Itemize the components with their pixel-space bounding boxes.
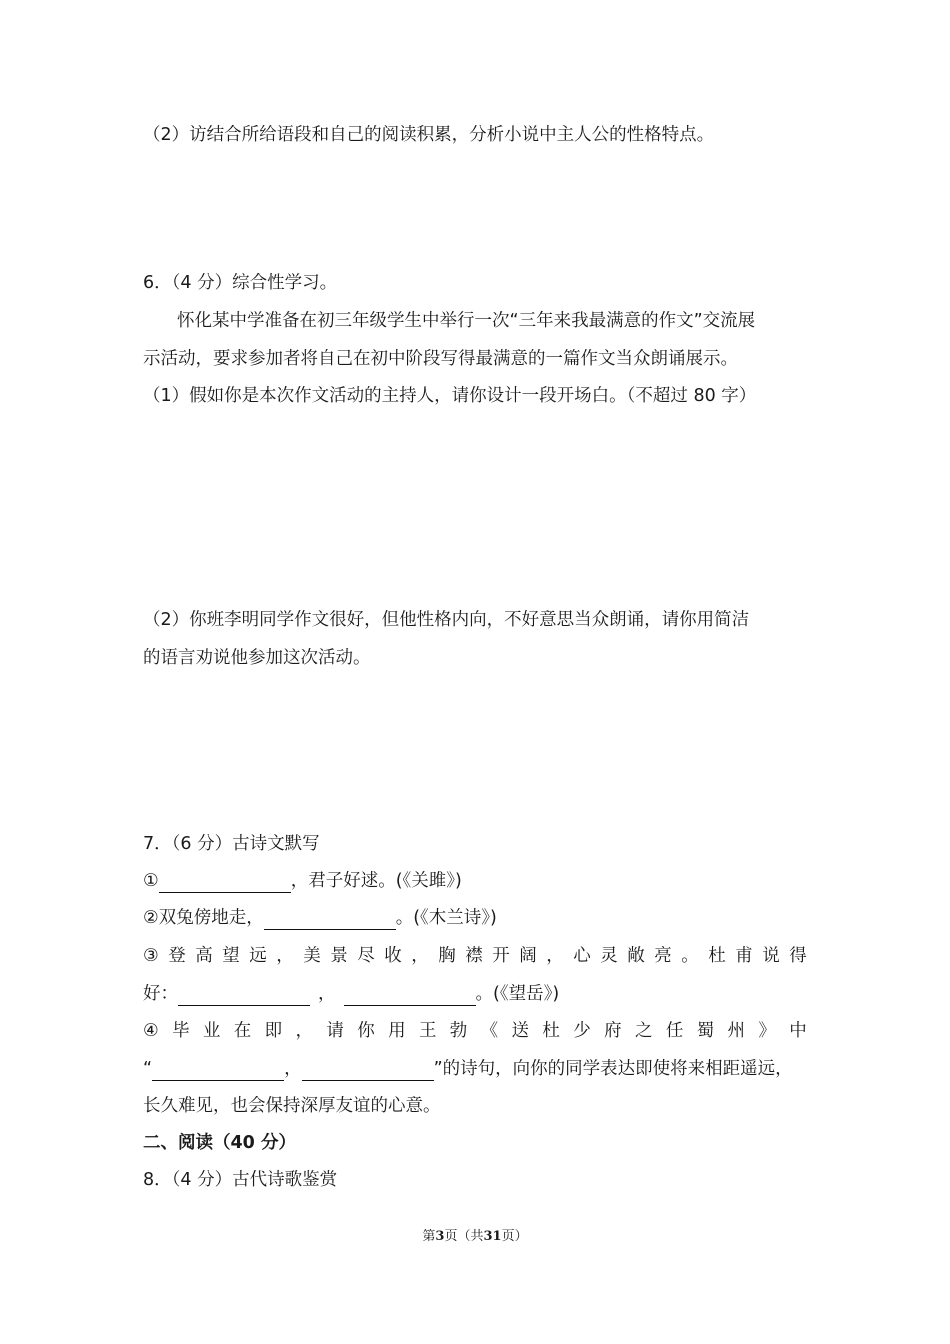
q7-item3-char: 甫 <box>735 946 753 966</box>
q7-item3-char: 开 <box>492 946 510 966</box>
q7-item3-char: 阔 <box>519 946 537 966</box>
footer-mid: 页（共 <box>444 1229 484 1244</box>
q7-item2 <box>143 906 807 930</box>
q7-item3-char: 说 <box>762 946 780 966</box>
q7-item1-prefix: ① <box>143 871 159 891</box>
q6-part2-line1: （2）你班李明同学作文很好，但他性格内向，不好意思当众朗诵，请你用简洁 <box>143 610 750 630</box>
q7-item4-char: 王 <box>418 1021 437 1041</box>
q7-item3-line1 <box>143 944 807 968</box>
q7-item4-char: 在 <box>233 1021 252 1041</box>
footer-suffix: 页） <box>501 1229 528 1244</box>
q6-header: 6．（4 分）综合性学习。 <box>143 273 338 293</box>
q8-header: 8．（4 分）古代诗歌鉴赏 <box>143 1170 338 1190</box>
q7-item4-char: 业 <box>202 1021 221 1041</box>
q7-item4-char: 即 <box>264 1021 283 1041</box>
q7-header: 7．（6 分）古诗文默写 <box>143 834 320 854</box>
q7-item4-line1 <box>143 1019 807 1043</box>
q7-item3-char: 远 <box>249 946 267 966</box>
q7-item3-char: ③ <box>143 946 159 966</box>
q7-item3-char: ， <box>276 946 294 966</box>
q7-item4-char: 之 <box>634 1021 653 1041</box>
q7-item4-open-quote: “ <box>143 1059 153 1079</box>
q7-item3-line2 <box>143 982 807 1006</box>
answer-blank-4[interactable] <box>344 986 476 1006</box>
q7-item4-char: ， <box>295 1021 313 1041</box>
q7-item4-sep: ， <box>284 1059 302 1079</box>
answer-blank-6[interactable] <box>302 1061 434 1081</box>
q7-item3-char: ， <box>411 946 429 966</box>
q7-item4-line2 <box>143 1057 807 1081</box>
answer-blank-2[interactable] <box>264 910 396 930</box>
q7-item3-char: 亮 <box>654 946 672 966</box>
q7-item4-char: 《 <box>480 1021 499 1041</box>
q7-item3-char: ， <box>546 946 564 966</box>
answer-blank-5[interactable] <box>152 1061 284 1081</box>
answer-blank-3[interactable] <box>178 986 310 1006</box>
q7-item3-char: 心 <box>573 946 591 966</box>
q7-item3-char: 望 <box>222 946 240 966</box>
q7-item3-char: 尽 <box>357 946 375 966</box>
q5-part2-text: （2）访结合所给语段和自己的阅读积累，分析小说中主人公的性格特点。 <box>143 125 715 145</box>
q7-item3-char: 得 <box>789 946 807 966</box>
q7-item3-char: 美 <box>303 946 321 966</box>
q7-item3-suffix: 。(《望岳》) <box>475 984 560 1004</box>
q7-item2-suffix: 。(《木兰诗》) <box>395 908 497 928</box>
q7-item4-char: 任 <box>665 1021 684 1041</box>
q7-item4-char: 送 <box>511 1021 530 1041</box>
q7-item4-char: 州 <box>727 1021 746 1041</box>
q7-item4-char: 请 <box>326 1021 344 1041</box>
q6-part2-line2: 的语言劝说他参加这次活动。 <box>143 648 371 668</box>
page-footer <box>0 1228 950 1246</box>
q7-item3-char: 景 <box>330 946 348 966</box>
q7-item3-char: 收 <box>384 946 402 966</box>
q7-item4-char: 府 <box>604 1021 622 1041</box>
q7-item1-suffix: ，君子好逑。(《关雎》) <box>290 871 462 891</box>
q6-part1: （1）假如你是本次作文活动的主持人，请你设计一段开场白。（不超过 80 字） <box>143 386 757 406</box>
q7-item4-suffix: ”的诗句，向你的同学表达即使将来相距遥远， <box>433 1059 793 1079</box>
q7-item1 <box>143 869 807 893</box>
q7-item3-char: 胸 <box>438 946 456 966</box>
q7-item2-prefix: ②双兔傍地走， <box>143 908 264 928</box>
q7-item4-char: 中 <box>789 1021 807 1041</box>
q7-item4-char: 勃 <box>449 1021 468 1041</box>
q7-item4-char: 杜 <box>542 1021 560 1041</box>
q7-item4-char: 》 <box>758 1021 776 1041</box>
q7-item4-char: 少 <box>573 1021 591 1041</box>
q7-item3-char: 高 <box>195 946 213 966</box>
q7-item3-char: 杜 <box>708 946 726 966</box>
q7-item4-char: 你 <box>357 1021 375 1041</box>
q7-item3-char: 敞 <box>627 946 645 966</box>
q7-item3-char: 登 <box>168 946 186 966</box>
q7-item4-char: ④ <box>143 1021 159 1041</box>
q7-item3-sep: ， <box>318 984 336 1004</box>
footer-prefix: 第 <box>422 1229 436 1244</box>
q7-item3-prefix: 好： <box>143 984 178 1004</box>
answer-blank-1[interactable] <box>159 873 291 893</box>
section-heading: 二、阅读（40 分） <box>143 1133 296 1153</box>
q7-item4-line3: 长久难见，也会保持深厚友谊的心意。 <box>143 1096 441 1116</box>
footer-page-number: 3 <box>435 1229 445 1244</box>
q7-item4-char: 蜀 <box>696 1021 715 1041</box>
q6-intro-line1: 怀化某中学准备在初三年级学生中举行一次“三年来我最满意的作文”交流展 <box>177 311 756 331</box>
q7-item3-char: 灵 <box>600 946 618 966</box>
q7-item4-char: 用 <box>388 1021 406 1041</box>
q7-item3-char: 襟 <box>465 946 483 966</box>
q6-intro-line2: 示活动，要求参加者将自己在初中阶段写得最满意的一篇作文当众朗诵展示。 <box>143 349 738 369</box>
q7-item3-char: 。 <box>681 946 699 966</box>
q7-item4-char: 毕 <box>172 1021 190 1041</box>
footer-total-pages: 31 <box>483 1229 502 1244</box>
